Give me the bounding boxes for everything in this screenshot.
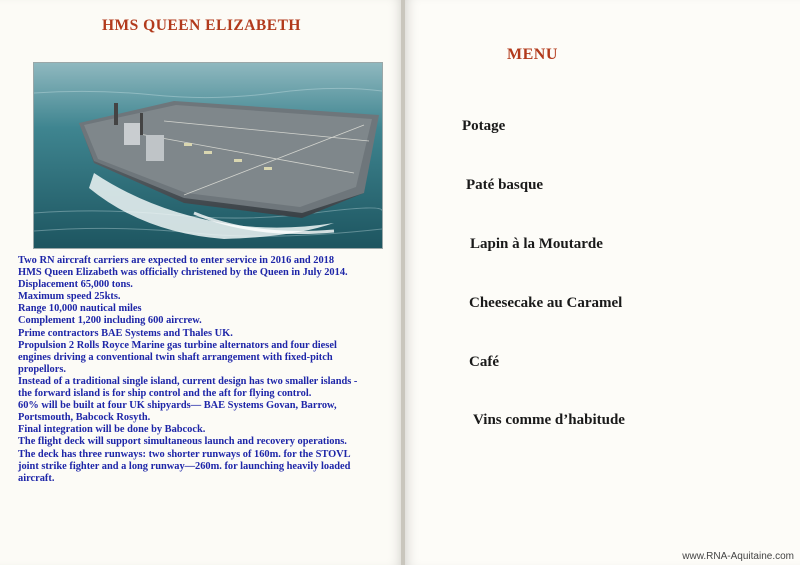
description-line: Final integration will be done by Babcock. [18,424,206,436]
description-line: Portsmouth, Babcock Rosyth. [18,412,151,424]
description-line: joint strike fighter and a long runway—260m. for launching heavily loaded [18,460,351,472]
description-line: Displacement 65,000 tons. [18,279,133,291]
menu-item-cheesecake: Cheesecake au Caramel [469,295,623,311]
description-line: Propulsion 2 Rolls Royce Marine gas turbine alternators and four diesel [18,339,337,351]
aircraft-carrier-icon [34,63,382,248]
description-line: Maximum speed 25kts. [18,291,121,303]
description-line: The flight deck will support simultaneous launch and recovery operations. [18,436,347,448]
site-watermark: www.RNA-Aquitaine.com [682,551,794,562]
ship-title: HMS QUEEN ELIZABETH [102,17,301,34]
description-line: HMS Queen Elizabeth was officially christened by the Queen in July 2014. [18,267,348,279]
description-line: The deck has three runways: two shorter runways of 160m. for the STOVL [18,448,351,460]
description-line: aircraft. [18,472,55,484]
aircraft-carrier-photo [33,62,383,249]
menu-item-pate: Paté basque [466,177,544,193]
description-line: Range 10,000 nautical miles [18,303,142,315]
description-line: the forward island is for ship control and the aft for flying control. [18,388,312,400]
right-page [405,0,800,565]
description-line: Prime contractors BAE Systems and Thales UK. [18,327,233,339]
description-line: Instead of a traditional single island, current design has two smaller islands - [18,375,358,387]
menu-item-coffee: Café [469,354,499,370]
menu-item-soup: Potage [462,118,506,134]
ship-description [18,255,398,485]
menu-item-rabbit: Lapin à la Moutarde [470,236,603,252]
description-line: Two RN aircraft carriers are expected to enter service in 2016 and 2018 [18,255,335,266]
description-line: 60% will be built at four UK shipyards— BAE Systems Govan, Barrow, [18,400,337,412]
description-line: engines driving a conventional twin shaft arrangement with fixed-pitch [18,351,333,363]
description-line: propellors. [18,363,67,375]
menu-title: MENU [507,46,558,63]
description-line: Complement 1,200 including 600 aircrew. [18,315,202,327]
menu-item-wines: Vins comme d’habitude [473,412,625,428]
